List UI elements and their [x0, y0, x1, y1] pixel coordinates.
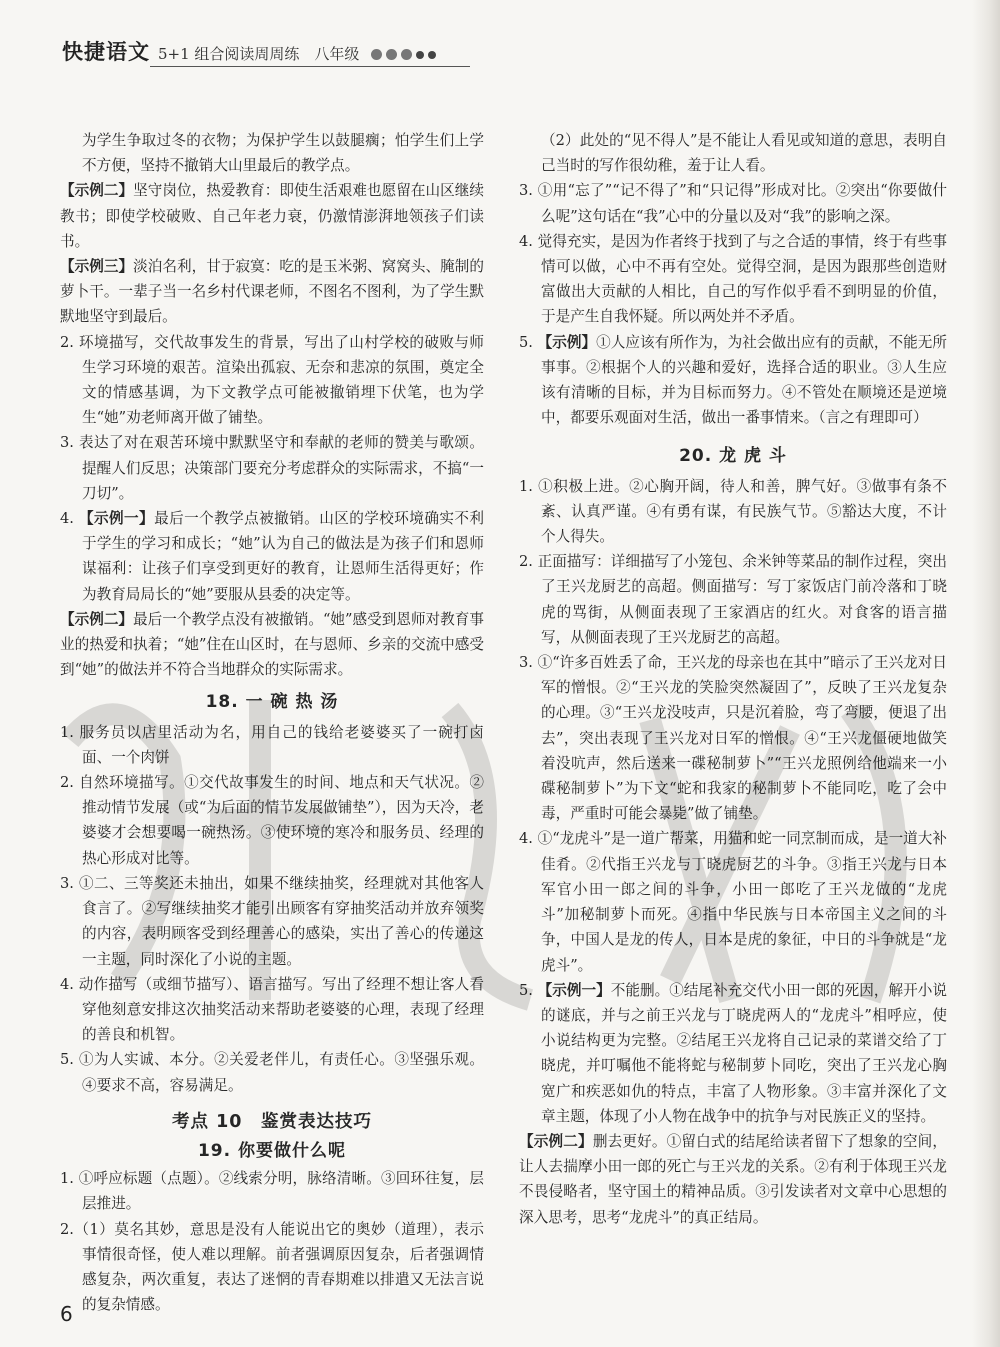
answer-item: 2.（1）莫名其妙，意思是没有人能说出它的奥妙（道理），表示事情很奇怪，使人难以理解。前者强调原因复杂，后者强调情感复杂，两次重复，表达了迷惘的青春期难以排遣又无法言说的复杂情感。: [60, 1220, 484, 1314]
page-edge-shadow: [972, 0, 1000, 1347]
decorative-dots: [371, 49, 440, 60]
section-title: 19. 你要做什么呢: [197, 1140, 347, 1161]
answer-item: 4. 觉得充实，是因为作者终于找到了与之合适的事情，终于有些事情可以做，心中不再有空处。觉得空洞，是因为跟那些创造财富做出大贡献的人相比，自己的写作似乎看不到明显的价值，于是产生自我怀疑。所以两处并不矛盾。: [519, 232, 947, 326]
answer-item: 3. ①用“忘了”“记不得了”和“只记得”形成对比。②突出“你要做什么呢”这句话在“我”心中的分量以及对“我”的影响之深。: [519, 182, 947, 225]
book-subtitle: 5+1 组合阅读周周练 八年级: [158, 45, 360, 63]
answer-item: 2. 自然环境描写。①交代故事发生的时间、地点和天气状况。②推动情节发展（或“为后面的情节发展做铺垫”），因为天冷，老婆婆才会想要喝一碗热汤。③使环境的寒冷和服务员、经理的热心形成对比等。: [60, 774, 484, 867]
answer-item: 2. 环境描写，交代故事发生的背景，写出了山村学校的破败与师生学习环境的艰苦。渲染出孤寂、无奈和悲凉的氛围，奠定全文的情感基调，为下文教学点可能被撤销埋下伏笔，也为学生“她”劝老师离开做了铺垫。: [60, 333, 484, 427]
left-column: [60, 128, 484, 1317]
section-title: 18. 一 碗 热 汤: [205, 692, 339, 713]
exam-point-title: 考点 10 鉴赏表达技巧: [172, 1111, 372, 1132]
page-number: 6: [60, 1302, 73, 1326]
answer-item: 4. 动作描写（或细节描写）、语言描写。写出了经理不想让客人看穿他刻意安排这次抽奖活动来帮助老婆婆的心理，表现了经理的善良和机智。: [60, 975, 484, 1044]
answer-item: 3. 表达了对在艰苦环境中默默坚守和奉献的老师的赞美与歌颂。提醒人们反思；决策部门要充分考虑群众的实际需求，不搞“一刀切”。: [60, 434, 484, 502]
answer-item: 5. ①为人实诚、本分。②关爱老伴儿，有责任心。③坚强乐观。④要求不高，容易满足。: [60, 1051, 484, 1094]
section-title: 20. 龙 虎 斗: [679, 446, 787, 467]
example-tag: 【示例三】: [60, 258, 134, 276]
page-header: [62, 34, 482, 66]
example-three: 【示例三】淡泊名利，甘于寂寞：吃的是玉米粥、窝窝头、腌制的萝卜干。一辈子当一名乡村代课老师，不图名不图利，为了学生默默地坚守到最后。: [60, 258, 484, 326]
answer-item: 5. 【示例一】不能删。①结尾补充交代小田一郎的死因，解开小说的谜底，并与之前王兴龙与丁晓虎两人的“龙虎斗”相呼应，使小说结构更为完整。②结尾王兴龙将自己记录的菜谱交给了丁晓虎，并叮嘱他不能将蛇与秘制萝卜同吃，突出了王兴龙心胸宽广和疾恶如仇的特点，丰富了人物形象。③丰富并深化了文章主题，体现了小人物在战争中的抗争与对民族正义的坚持。: [519, 981, 947, 1125]
answer-item-example: 【示例二】最后一个教学点没有被撤销。“她”感受到恩师对教育事业的热爱和执着；“她”住在山区时，在与恩师、乡亲的交流中感受到“她”的做法并不符合当地群众的实际需求。: [60, 610, 484, 679]
example-two: 【示例二】坚守岗位，热爱教育：即使生活艰难也愿留在山区继续教书；即使学校破败、自己年老力衰，仍激情澎湃地领孩子们读书。: [60, 182, 484, 250]
answer-continuation: 为学生争取过冬的衣物；为保护学生以鼓腿瘸；怕学生们上学不方便，坚持不撤销大山里最后的教学点。: [82, 132, 484, 175]
answer-item: 1. ①呼应标题（点题）。②线索分明，脉络清晰。③回环往复，层层推进。: [60, 1170, 484, 1213]
answer-item: 4. ①“龙虎斗”是一道广帮菜，用猫和蛇一同烹制而成，是一道大补佳肴。②代指王兴龙与丁晓虎厨艺的斗争。③指王兴龙与日本军官小田一郎之间的斗争，小田一郎吃了王兴龙做的“龙虎斗”加秘制萝卜而死。④指中华民族与日本帝国主义之间的斗争，中国人是龙的传人，日本是虎的象征，中日的斗争就是“龙虎斗”。: [519, 830, 947, 974]
book-brand: 快捷语文: [62, 40, 150, 64]
answer-item: 2. 正面描写：详细描写了小笼包、余米钟等菜品的制作过程，突出了王兴龙厨艺的高超。侧面描写：写丁家饭店门前冷落和丁晓虎的骂街，从侧面表现了王家酒店的红火。对食客的语言描写，从侧面表现了王兴龙厨艺的高超。: [519, 553, 947, 646]
answer-item: （2）此处的“见不得人”是不能让人看见或知道的意思，表明自己当时的写作很幼稚，羞于让人看。: [541, 132, 947, 175]
answer-item: 5. 【示例】①人应该有所作为，为社会做出应有的贡献，不能无所事事。②根据个人的兴趣和爱好，选择合适的职业。③人生应该有清晰的目标，并为目标而努力。④不管处在顺境还是逆境中，都要乐观面对生活，做出一番事情来。（言之有理即可）: [519, 333, 947, 427]
answer-item: 3. ①二、三等奖还未抽出，如果不继续抽奖，经理就对其他客人食言了。②写继续抽奖才能引出顾客有穿抽奖活动并放弃领奖的内容，表明顾客受到经理善心的感染，实出了善心的传递这一主题，同时深化了小说的主题。: [60, 874, 484, 968]
answer-item: 1. 服务员以店里活动为名，用自己的钱给老婆婆买了一碗打卤面、一个肉饼: [60, 723, 484, 766]
header-rule: [150, 66, 470, 67]
answer-item-example: 【示例二】删去更好。①留白式的结尾给读者留下了想象的空间，让人去揣摩小田一郎的死亡与王兴龙的关系。②有利于体现王兴龙不畏侵略者，坚守国土的精神品质。③引发读者对文章中心思想的深入思考，思考“龙虎斗”的真正结局。: [519, 1132, 947, 1226]
example-tag: 【示例二】: [60, 182, 134, 200]
answer-item: 1. ①积极上进。②心胸开阔，待人和善，脾气好。③做事有条不紊、认真严谨。④有勇有谋，有民族气节。⑤豁达大度，不计个人得失。: [519, 477, 947, 546]
right-column: [519, 128, 947, 1230]
answer-item: 3. ①“许多百姓丢了命，王兴龙的母亲也在其中”暗示了王兴龙对日军的憎恨。②“王兴龙的笑脸突然凝固了”，反映了王兴龙复杂的心理。③“王兴龙没吱声，只是沉着脸，弯了弯腰，便退了出去”，突出表现了王兴龙对日军的憎恨。④“王兴龙僵硬地做笑着没吭声，然后送来一碟秘制萝卜”“王兴龙照例给他端来一小碟秘制萝卜”为下文“蛇和我家的秘制萝卜不能同吃，吃了会中毒，严重时可能会暴毙”做了铺垫。: [519, 654, 947, 823]
answer-item: 4. 【示例一】最后一个教学点被撤销。山区的学校环境确实不利于学生的学习和成长；“她”认为自己的做法是为孩子们和恩师谋福利：让孩子们享受到更好的教育，让恩师生活得更好；作为教育局局长的“她”要服从县委的决定等。: [60, 510, 484, 603]
